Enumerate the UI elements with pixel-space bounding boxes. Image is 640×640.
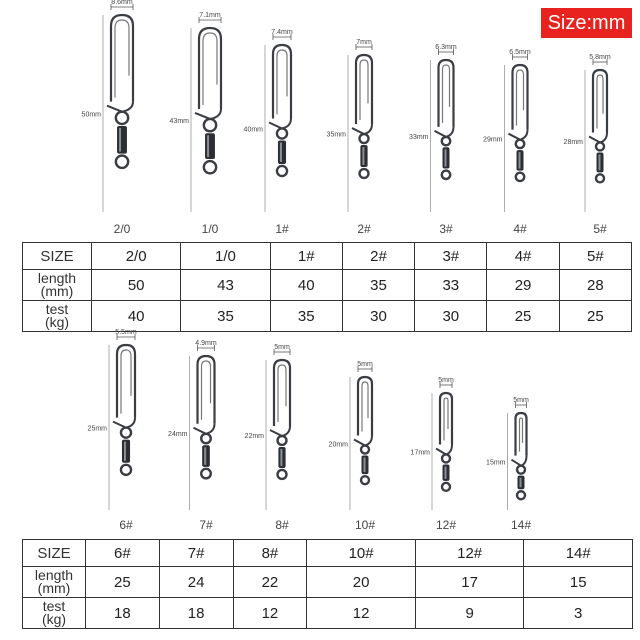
swivel-barrel (205, 133, 215, 159)
snap-inner-wire (203, 33, 217, 105)
length-cell: 17 (415, 567, 524, 598)
width-label: 5.8mm (589, 54, 611, 61)
size-caption: 6# (119, 518, 133, 532)
snap-clip (199, 28, 221, 109)
barrel-highlight (445, 466, 447, 478)
length-row (23, 567, 633, 598)
size-cell: 4# (487, 243, 559, 270)
size-caption: 8# (275, 518, 289, 532)
test-header (23, 598, 86, 629)
snap-inner-wire (362, 382, 368, 432)
snap-inner-wire (443, 65, 450, 123)
snap-swivel-6 (88, 329, 137, 532)
length-cell: 25 (86, 567, 160, 598)
test-header-line1: test (42, 598, 66, 614)
split-ring-lower (278, 470, 287, 479)
snap-clip (274, 360, 290, 426)
width-label: 6.5mm (509, 49, 531, 56)
test-cell: 25 (487, 301, 559, 332)
width-label: 7.1mm (199, 12, 221, 19)
size-cell: 3# (415, 243, 487, 270)
test-cell: 30 (342, 301, 414, 332)
split-ring-upper (277, 128, 287, 138)
size-header: SIZE (23, 540, 86, 567)
snap-latch (269, 118, 291, 128)
snap-inner-wire (360, 60, 368, 120)
snap-latch (509, 130, 528, 140)
length-header-line1: length (34, 567, 74, 583)
split-ring-lower (116, 156, 128, 168)
width-label: 5mm (357, 361, 373, 368)
test-row (23, 598, 633, 629)
snap-inner-wire (277, 50, 287, 114)
size-unit-badge: Size:mm (541, 8, 632, 38)
split-ring-lower (517, 491, 525, 499)
split-ring-upper (596, 142, 604, 150)
barrel-highlight (599, 154, 601, 170)
size-cell: 1/0 (181, 243, 270, 270)
split-ring-upper (517, 466, 525, 474)
length-label: 15mm (486, 459, 506, 467)
snap-swivel-14 (486, 397, 531, 532)
barrel-highlight (119, 128, 121, 152)
length-header (23, 567, 86, 598)
length-label: 29mm (483, 136, 503, 144)
split-ring-lower (121, 465, 131, 475)
test-cell: 18 (159, 598, 233, 629)
barrel-highlight (280, 449, 282, 466)
size-caption: 2# (357, 222, 371, 236)
snap-swivel-2 (327, 39, 372, 236)
size-header: SIZE (23, 243, 92, 270)
snap-inner-wire (520, 418, 523, 452)
barrel-highlight (204, 447, 206, 465)
length-cell: 29 (487, 270, 559, 301)
upper-swivel-row (82, 0, 611, 236)
snap-latch (107, 102, 133, 112)
width-label: 5.5mm (115, 329, 137, 336)
length-cell: 40 (270, 270, 342, 301)
width-label: 4.9mm (195, 340, 217, 347)
test-header-line1: test (45, 301, 69, 317)
length-label: 25mm (87, 425, 107, 433)
length-label: 22mm (244, 433, 264, 440)
barrel-highlight (520, 478, 522, 488)
barrel-highlight (124, 442, 126, 461)
size-caption: 12# (435, 518, 457, 532)
size-caption: 1# (275, 222, 289, 236)
snap-clip (439, 60, 454, 127)
length-cell: 22 (233, 567, 307, 598)
split-ring-upper (361, 446, 369, 454)
length-cell: 24 (159, 567, 233, 598)
snap-latch (352, 124, 372, 134)
snap-clip (198, 356, 215, 424)
length-cell: 33 (415, 270, 487, 301)
length-header-line2: (mm) (37, 580, 71, 596)
snap-clip (358, 377, 372, 436)
length-cell: 20 (307, 567, 416, 598)
size-row (23, 243, 632, 270)
barrel-highlight (207, 135, 209, 157)
snap-swivel-8 (245, 344, 290, 532)
snap-clip (117, 345, 135, 418)
snap-clip (356, 55, 372, 124)
length-label: 33mm (409, 134, 429, 141)
split-ring-upper (278, 436, 287, 445)
snap-inner-wire (597, 75, 603, 128)
split-ring-upper (442, 137, 450, 145)
test-cell: 35 (181, 301, 270, 332)
lower-swivel-row (88, 329, 532, 532)
snap-latch (589, 132, 607, 142)
split-ring-lower (361, 476, 369, 484)
split-ring-upper (442, 454, 450, 462)
snap-swivel-1-0 (170, 12, 221, 236)
length-label: 28mm (563, 139, 583, 146)
test-cell: 3 (524, 598, 633, 629)
length-label: 20mm (328, 441, 348, 449)
snap-inner-wire (517, 70, 524, 126)
split-ring-upper (201, 434, 211, 444)
split-ring-lower (360, 169, 369, 178)
barrel-highlight (280, 143, 282, 162)
test-cell: 12 (307, 598, 416, 629)
snap-inner-wire (202, 361, 211, 420)
size-caption: 5# (593, 222, 607, 236)
width-label: 6.3mm (435, 44, 457, 51)
snap-clip (440, 393, 452, 444)
barrel-highlight (445, 149, 447, 166)
length-header-line2: (mm) (40, 283, 74, 299)
snap-swivel-1 (244, 29, 293, 236)
snap-latch (195, 109, 221, 119)
test-row (23, 301, 632, 332)
split-ring-lower (204, 161, 216, 173)
size-cell: 12# (415, 540, 524, 567)
length-header-line1: length (37, 270, 77, 286)
test-header-line2: (kg) (41, 611, 67, 627)
length-label: 50mm (81, 111, 101, 119)
snap-latch (512, 456, 527, 466)
size-caption: 2/0 (113, 222, 131, 236)
snap-clip (273, 45, 291, 118)
spec-table-lower (22, 539, 633, 629)
size-caption: 3# (439, 222, 453, 236)
length-cell: 50 (92, 270, 181, 301)
snap-inner-wire (115, 20, 129, 98)
test-cell: 25 (559, 301, 631, 332)
width-label: 8.6mm (111, 0, 133, 6)
size-cell: 2# (342, 243, 414, 270)
width-label: 5mm (274, 344, 290, 351)
snap-swivel-2-0 (82, 0, 133, 236)
length-label: 24mm (168, 431, 188, 438)
width-label: 7mm (356, 39, 372, 46)
split-ring-lower (277, 166, 287, 176)
snap-swivel-12 (411, 377, 457, 532)
split-ring-lower (442, 171, 450, 179)
split-ring-lower (442, 483, 450, 491)
barrel-highlight (362, 147, 364, 165)
length-header (23, 270, 92, 301)
size-row (23, 540, 633, 567)
split-ring-upper (116, 112, 128, 124)
test-header (23, 301, 92, 332)
length-label: 43mm (169, 118, 189, 125)
snap-clip (593, 70, 607, 132)
split-ring-upper (204, 119, 216, 131)
snap-latch (435, 127, 454, 137)
size-cell: 1# (270, 243, 342, 270)
size-cell: 10# (307, 540, 416, 567)
snap-swivel-7 (168, 340, 217, 532)
split-ring-lower (201, 469, 211, 479)
barrel-highlight (519, 152, 521, 169)
split-ring-lower (516, 173, 524, 181)
split-ring-upper (121, 428, 131, 438)
test-cell: 12 (233, 598, 307, 629)
swivel-barrel (117, 126, 127, 154)
size-cell: 2/0 (92, 243, 181, 270)
size-cell: 6# (86, 540, 160, 567)
snap-inner-wire (444, 398, 448, 440)
size-cell: 5# (559, 243, 631, 270)
length-label: 35mm (326, 131, 346, 139)
snap-latch (436, 444, 452, 454)
test-cell: 30 (415, 301, 487, 332)
width-label: 5mm (438, 377, 454, 384)
split-ring-lower (596, 174, 604, 182)
test-cell: 9 (415, 598, 524, 629)
test-cell: 18 (86, 598, 160, 629)
split-ring-upper (360, 134, 369, 143)
swivel-barrel (278, 141, 286, 164)
snap-clip (111, 15, 133, 102)
length-cell: 28 (559, 270, 631, 301)
size-cell: 7# (159, 540, 233, 567)
split-ring-upper (516, 140, 524, 148)
snap-clip (516, 413, 527, 456)
size-cell: 14# (524, 540, 633, 567)
test-header-line2: (kg) (44, 314, 70, 330)
barrel-highlight (364, 458, 366, 473)
snap-inner-wire (278, 365, 286, 422)
length-cell: 35 (342, 270, 414, 301)
size-cell: 8# (233, 540, 307, 567)
length-row (23, 270, 632, 301)
snap-swivel-5 (564, 54, 611, 236)
size-caption: 10# (354, 518, 376, 532)
size-caption: 1/0 (201, 222, 219, 236)
length-cell: 43 (181, 270, 270, 301)
length-cell: 15 (524, 567, 633, 598)
test-cell: 40 (92, 301, 181, 332)
snap-latch (270, 426, 290, 436)
size-caption: 4# (513, 222, 527, 236)
size-caption: 14# (510, 518, 532, 532)
spec-table-upper (22, 242, 632, 332)
snap-latch (194, 424, 215, 434)
snap-clip (513, 65, 528, 130)
test-cell: 35 (270, 301, 342, 332)
width-label: 7.4mm (271, 29, 293, 36)
snap-swivel-10 (329, 361, 376, 532)
snap-latch (354, 436, 372, 446)
length-label: 40mm (243, 126, 263, 134)
length-label: 17mm (410, 449, 430, 457)
swivel-barrel (122, 440, 130, 463)
snap-swivel-4 (483, 49, 531, 236)
snap-swivel-3 (409, 44, 457, 236)
width-label: 5mm (513, 397, 529, 404)
snap-latch (113, 418, 135, 428)
size-caption: 7# (199, 518, 213, 532)
snap-inner-wire (121, 350, 131, 414)
